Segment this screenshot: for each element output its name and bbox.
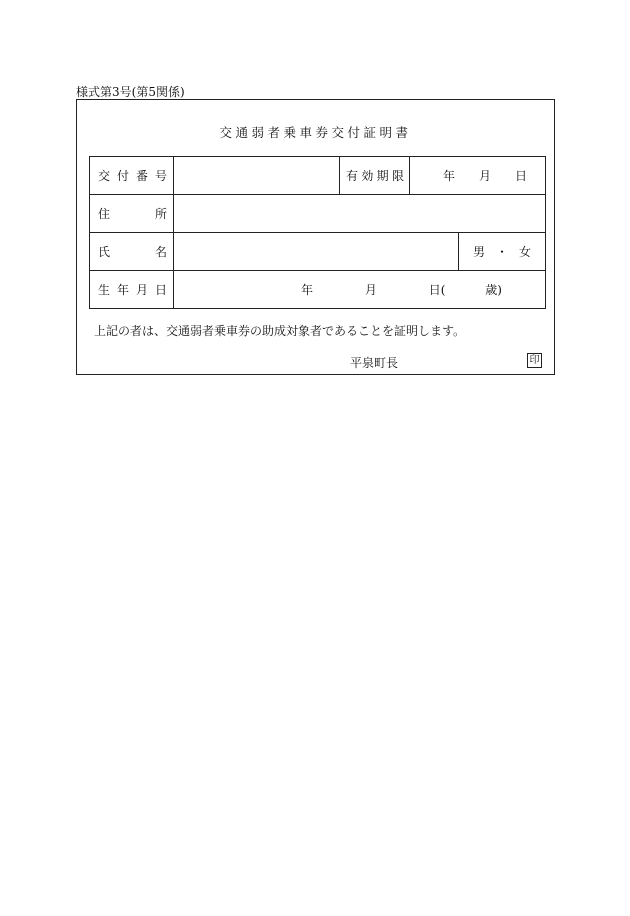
label-char: 有 <box>346 169 359 183</box>
date-year-char: 年 <box>443 169 456 183</box>
label-char: 期 <box>376 169 389 183</box>
issue-number-field[interactable] <box>174 157 340 195</box>
birthdate-row <box>90 271 546 309</box>
signer-title: 平泉町長 <box>350 356 399 370</box>
date-day-char: 日 <box>515 169 528 183</box>
label-char: 交 <box>98 169 111 183</box>
form-number-label: 様式第3号(第5関係) <box>76 85 185 99</box>
certification-statement: 上記の者は、交通弱者乗車券の助成対象者であることを証明します。 <box>94 324 466 338</box>
address-field[interactable] <box>174 195 546 233</box>
address-label <box>90 195 174 233</box>
sex-female: 女 <box>519 245 532 259</box>
validity-label <box>340 157 410 195</box>
birth-month-char: 月 <box>364 283 377 297</box>
label-char: 年 <box>116 283 129 297</box>
label-char: 付 <box>116 169 129 183</box>
label-char: 氏 <box>98 245 111 259</box>
document-title: 交通弱者乗車券交付証明書 <box>219 125 412 140</box>
certificate-frame <box>76 99 555 375</box>
label-char: 番 <box>135 169 148 183</box>
label-char: 月 <box>135 283 148 297</box>
label-char: 日 <box>154 283 167 297</box>
certificate-table <box>89 156 546 309</box>
sex-separator: ・ <box>496 245 509 259</box>
date-month-char: 月 <box>479 169 492 183</box>
birth-age-char: 歳) <box>485 283 502 297</box>
address-row <box>90 195 546 233</box>
name-field[interactable] <box>174 233 459 271</box>
label-char: 生 <box>98 283 111 297</box>
birth-day-char: 日( <box>428 283 446 297</box>
seal-stamp: 印 <box>527 353 542 368</box>
label-char: 号 <box>154 169 167 183</box>
sex-male: 男 <box>473 245 486 259</box>
validity-date-field[interactable] <box>410 157 546 195</box>
birthdate-field[interactable] <box>174 271 546 309</box>
sex-field[interactable] <box>459 233 546 271</box>
birthdate-label <box>90 271 174 309</box>
name-row <box>90 233 546 271</box>
label-char: 限 <box>391 169 404 183</box>
label-char: 所 <box>154 207 167 221</box>
label-char: 名 <box>154 245 167 259</box>
issue-number-row <box>90 157 546 195</box>
name-label <box>90 233 174 271</box>
label-char: 住 <box>98 207 111 221</box>
issue-number-label <box>90 157 174 195</box>
label-char: 効 <box>361 169 374 183</box>
birth-year-char: 年 <box>301 283 314 297</box>
